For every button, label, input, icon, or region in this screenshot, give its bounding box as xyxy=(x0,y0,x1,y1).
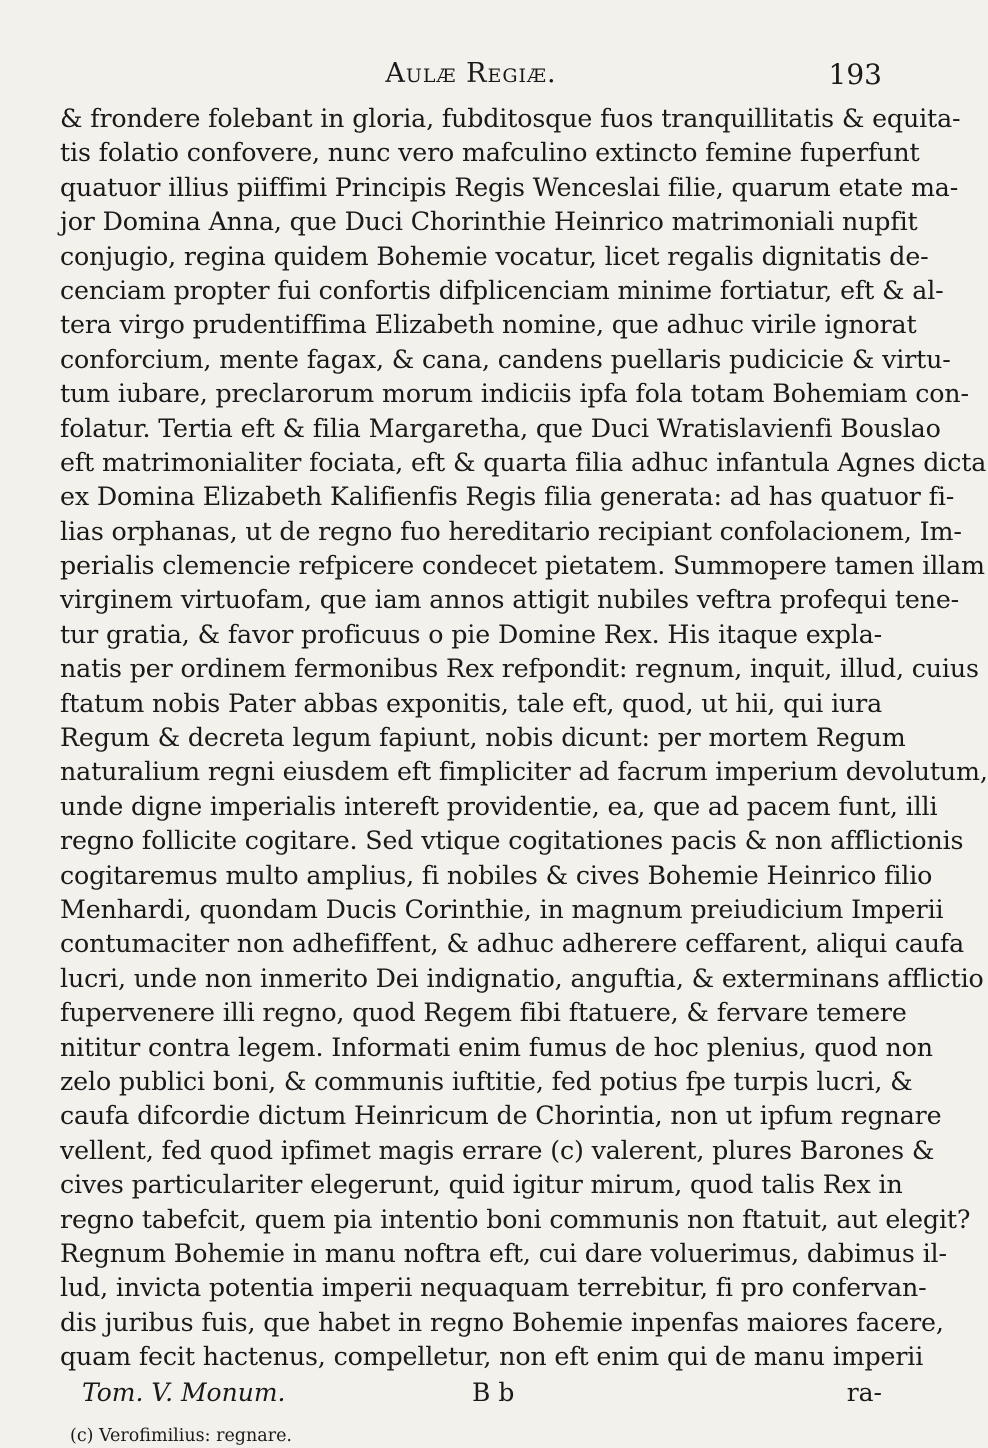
catchword: ra- xyxy=(846,1378,882,1408)
text-line: virginem virtuofam, que iam annos attigit nubiles veftra profequi tene- xyxy=(60,585,960,615)
text-line: quam fecit hactenus, compelletur, non eft enim qui de manu imperii xyxy=(60,1342,924,1372)
footnote: (c) Verofimilius: regnare. xyxy=(70,1426,292,1447)
text-line: nititur contra legem. Informati enim fumus de hoc plenius, quod non xyxy=(60,1032,933,1062)
text-line: Regnum Bohemie in manu noftra eft, cui dare voluerimus, dabimus il- xyxy=(60,1238,947,1268)
text-line: quatuor illius piiffimi Principis Regis Wenceslai filie, quarum etate ma- xyxy=(60,172,959,202)
gathering-signature: B b xyxy=(472,1378,515,1408)
text-line: lud, invicta potentia imperii nequaquam terrebitur, fi pro confervan- xyxy=(60,1273,927,1303)
text-line: regno follicite cogitare. Sed vtique cogitationes pacis & non afflictionis xyxy=(60,826,964,856)
text-line: lucri, unde non inmerito Dei indignatio, anguftia, & exterminans afflictio xyxy=(60,963,984,993)
text-line: naturalium regni eiusdem eft fimpliciter ad facrum imperium devolutum, xyxy=(60,757,988,787)
text-line: & frondere folebant in gloria, fubditosque fuos tranquillitatis & equita- xyxy=(60,104,961,133)
text-line: contumaciter non adhefiffent, & adhuc adherere ceffarent, aliqui caufa xyxy=(60,929,965,959)
text-line: ftatum nobis Pater abbas exponitis, tale eft, quod, ut hii, qui iura xyxy=(60,688,883,718)
page-number: 193 xyxy=(828,58,882,91)
text-line: dis juribus fuis, que habet in regno Bohemie inpenfas maiores facere, xyxy=(60,1307,944,1337)
text-line: conjugio, regina quidem Bohemie vocatur, licet regalis dignitatis de- xyxy=(60,241,929,271)
text-line: cives particulariter elegerunt, quid igitur mirum, quod talis Rex in xyxy=(60,1170,903,1200)
text-line: eft matrimonialiter fociata, eft & quarta filia adhuc infantula Agnes dicta xyxy=(60,447,987,477)
text-line: tur gratia, & favor proficuus o pie Domine Rex. His itaque expla- xyxy=(60,619,883,649)
text-line: ex Domina Elizabeth Kalifienfis Regis filia generata: ad has quatuor fi- xyxy=(60,482,955,512)
volume-signature: Tom. V. Monum. xyxy=(82,1378,286,1408)
signature-line xyxy=(60,1376,882,1410)
text-line: unde digne imperialis intereft providentie, ea, que ad pacem funt, illi xyxy=(60,791,938,821)
text-line: cogitaremus multo amplius, fi nobiles & cives Bohemie Heinrico filio xyxy=(60,860,933,890)
text-line: jor Domina Anna, que Duci Chorinthie Heinrico matrimoniali nupfit xyxy=(60,207,918,237)
text-line: caufa difcordie dictum Heinricum de Chorintia, non ut ipfum regnare xyxy=(60,1101,942,1131)
text-line: natis per ordinem fermonibus Rex refpondit: regnum, inquit, illud, cuius xyxy=(60,654,979,684)
text-line: perialis clemencie refpicere condecet pietatem. Summopere tamen illam xyxy=(60,551,985,581)
text-line: tis folatio confovere, nunc vero mafculino extincto femine fuperfunt xyxy=(60,138,920,168)
text-line: tum iubare, preclarorum morum indiciis ipfa fola totam Bohemiam con- xyxy=(60,379,969,409)
text-line: zelo publici boni, & communis iuftitie, fed potius fpe turpis lucri, & xyxy=(60,1066,913,1096)
text-line: regno tabefcit, quem pia intentio boni communis non ftatuit, aut elegit? xyxy=(60,1204,971,1234)
text-line: cenciam propter fui confortis difplicenciam minime fortiatur, eft & al- xyxy=(60,275,944,305)
text-line: vellent, fed quod ipfimet magis errare (c) valerent, plures Barones & xyxy=(60,1135,935,1165)
text-line: Menhardi, quondam Ducis Corinthie, in magnum preiudicium Imperii xyxy=(60,894,944,924)
text-line: folatur. Tertia eft & filia Margaretha, que Duci Wratislavienfi Bouslao xyxy=(60,413,941,443)
running-title: Aulæ Regiæ. xyxy=(385,58,557,89)
page-header xyxy=(60,52,882,96)
text-line: lias orphanas, ut de regno fuo hereditario recipiant confolacionem, Im- xyxy=(60,516,962,546)
text-line: fupervenere illi regno, quod Regem fibi ftatuere, & fervare temere xyxy=(60,998,907,1028)
text-line: tera virgo prudentiffima Elizabeth nomine, que adhuc virile ignorat xyxy=(60,310,917,340)
text-line: conforcium, mente fagax, & cana, candens puellaris pudicicie & virtu- xyxy=(60,344,951,374)
body-text xyxy=(60,102,988,1374)
text-line: Regum & decreta legum fapiunt, nobis dicunt: per mortem Regum xyxy=(60,723,906,753)
